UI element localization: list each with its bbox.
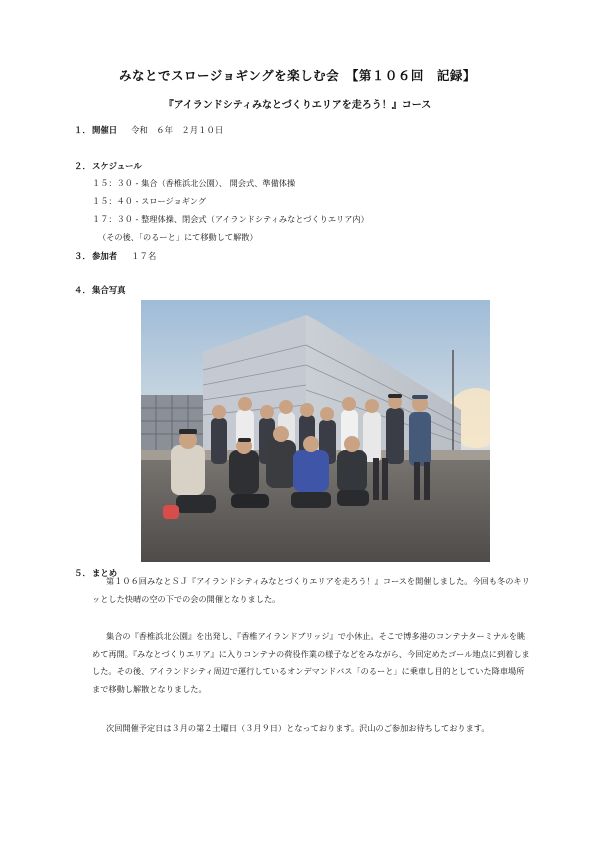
summary-paragraph: 集合の『香椎浜北公園』を出発し、『香椎アイランドブリッジ』で小休止。そこで博多港のコンテナターミナルを眺めて再開。『みなとづくりエリア』に入りコンテナの荷役作業の様子などをみながら、今回定めたゴール地点に到着しました。その後、アイランドシティ周辺で運行しているオンデマンドバス「のるーと」に乗車し目的としていた降車場所まで移動し解散となりました。	[92, 631, 530, 694]
summary-paragraph: 第１０６回みなとＳＪ『アイランドシティみなとづくりエリアを走ろう！』コースを開催しました。今回も冬のキリッとした快晴の空の下での会の開催となりました。	[92, 576, 530, 604]
document-subtitle: 『アイランドシティみなとづくりエリアを走ろう！』コース	[163, 100, 432, 111]
schedule-item: １７：３０ - 整理体操、閉会式（アイランドシティみなとづくりエリア内）	[92, 214, 369, 224]
date-label: 開催日	[92, 125, 118, 135]
date-value: 令和 ６年 ２月１０日	[131, 125, 224, 135]
group-photo	[141, 300, 490, 562]
schedule-label: スケジュール	[92, 161, 142, 171]
group-photo-image	[141, 300, 490, 562]
summary-label: まとめ	[92, 568, 118, 578]
section-participants	[92, 250, 156, 262]
schedule-note: （その後、「のるーと」にて移動して解散）	[98, 232, 258, 242]
section-number-summary: ５．	[74, 568, 91, 578]
section-date	[92, 124, 223, 136]
photo-label: 集合写真	[92, 285, 126, 295]
summary-paragraph: 次回開催予定日は３月の第２土曜日（３月９日）となっております。沢山のご参加お待ちしております。	[106, 723, 490, 733]
section-number-participants: ３．	[74, 251, 91, 261]
participants-value: １７名	[131, 251, 157, 261]
schedule-item: １５：４０ - スロージョギング	[92, 196, 207, 206]
section-number-photo: ４．	[74, 285, 91, 295]
section-number-date: １．	[74, 125, 91, 135]
section-number-schedule: ２．	[74, 161, 91, 171]
schedule-item: １５：３０ - 集合（香椎浜北公園）、 開会式、準備体操	[92, 178, 296, 188]
participants-label: 参加者	[92, 251, 118, 261]
document-title: みなとでスロージョギングを楽しむ会 【第１０６回 記録】	[119, 68, 476, 83]
